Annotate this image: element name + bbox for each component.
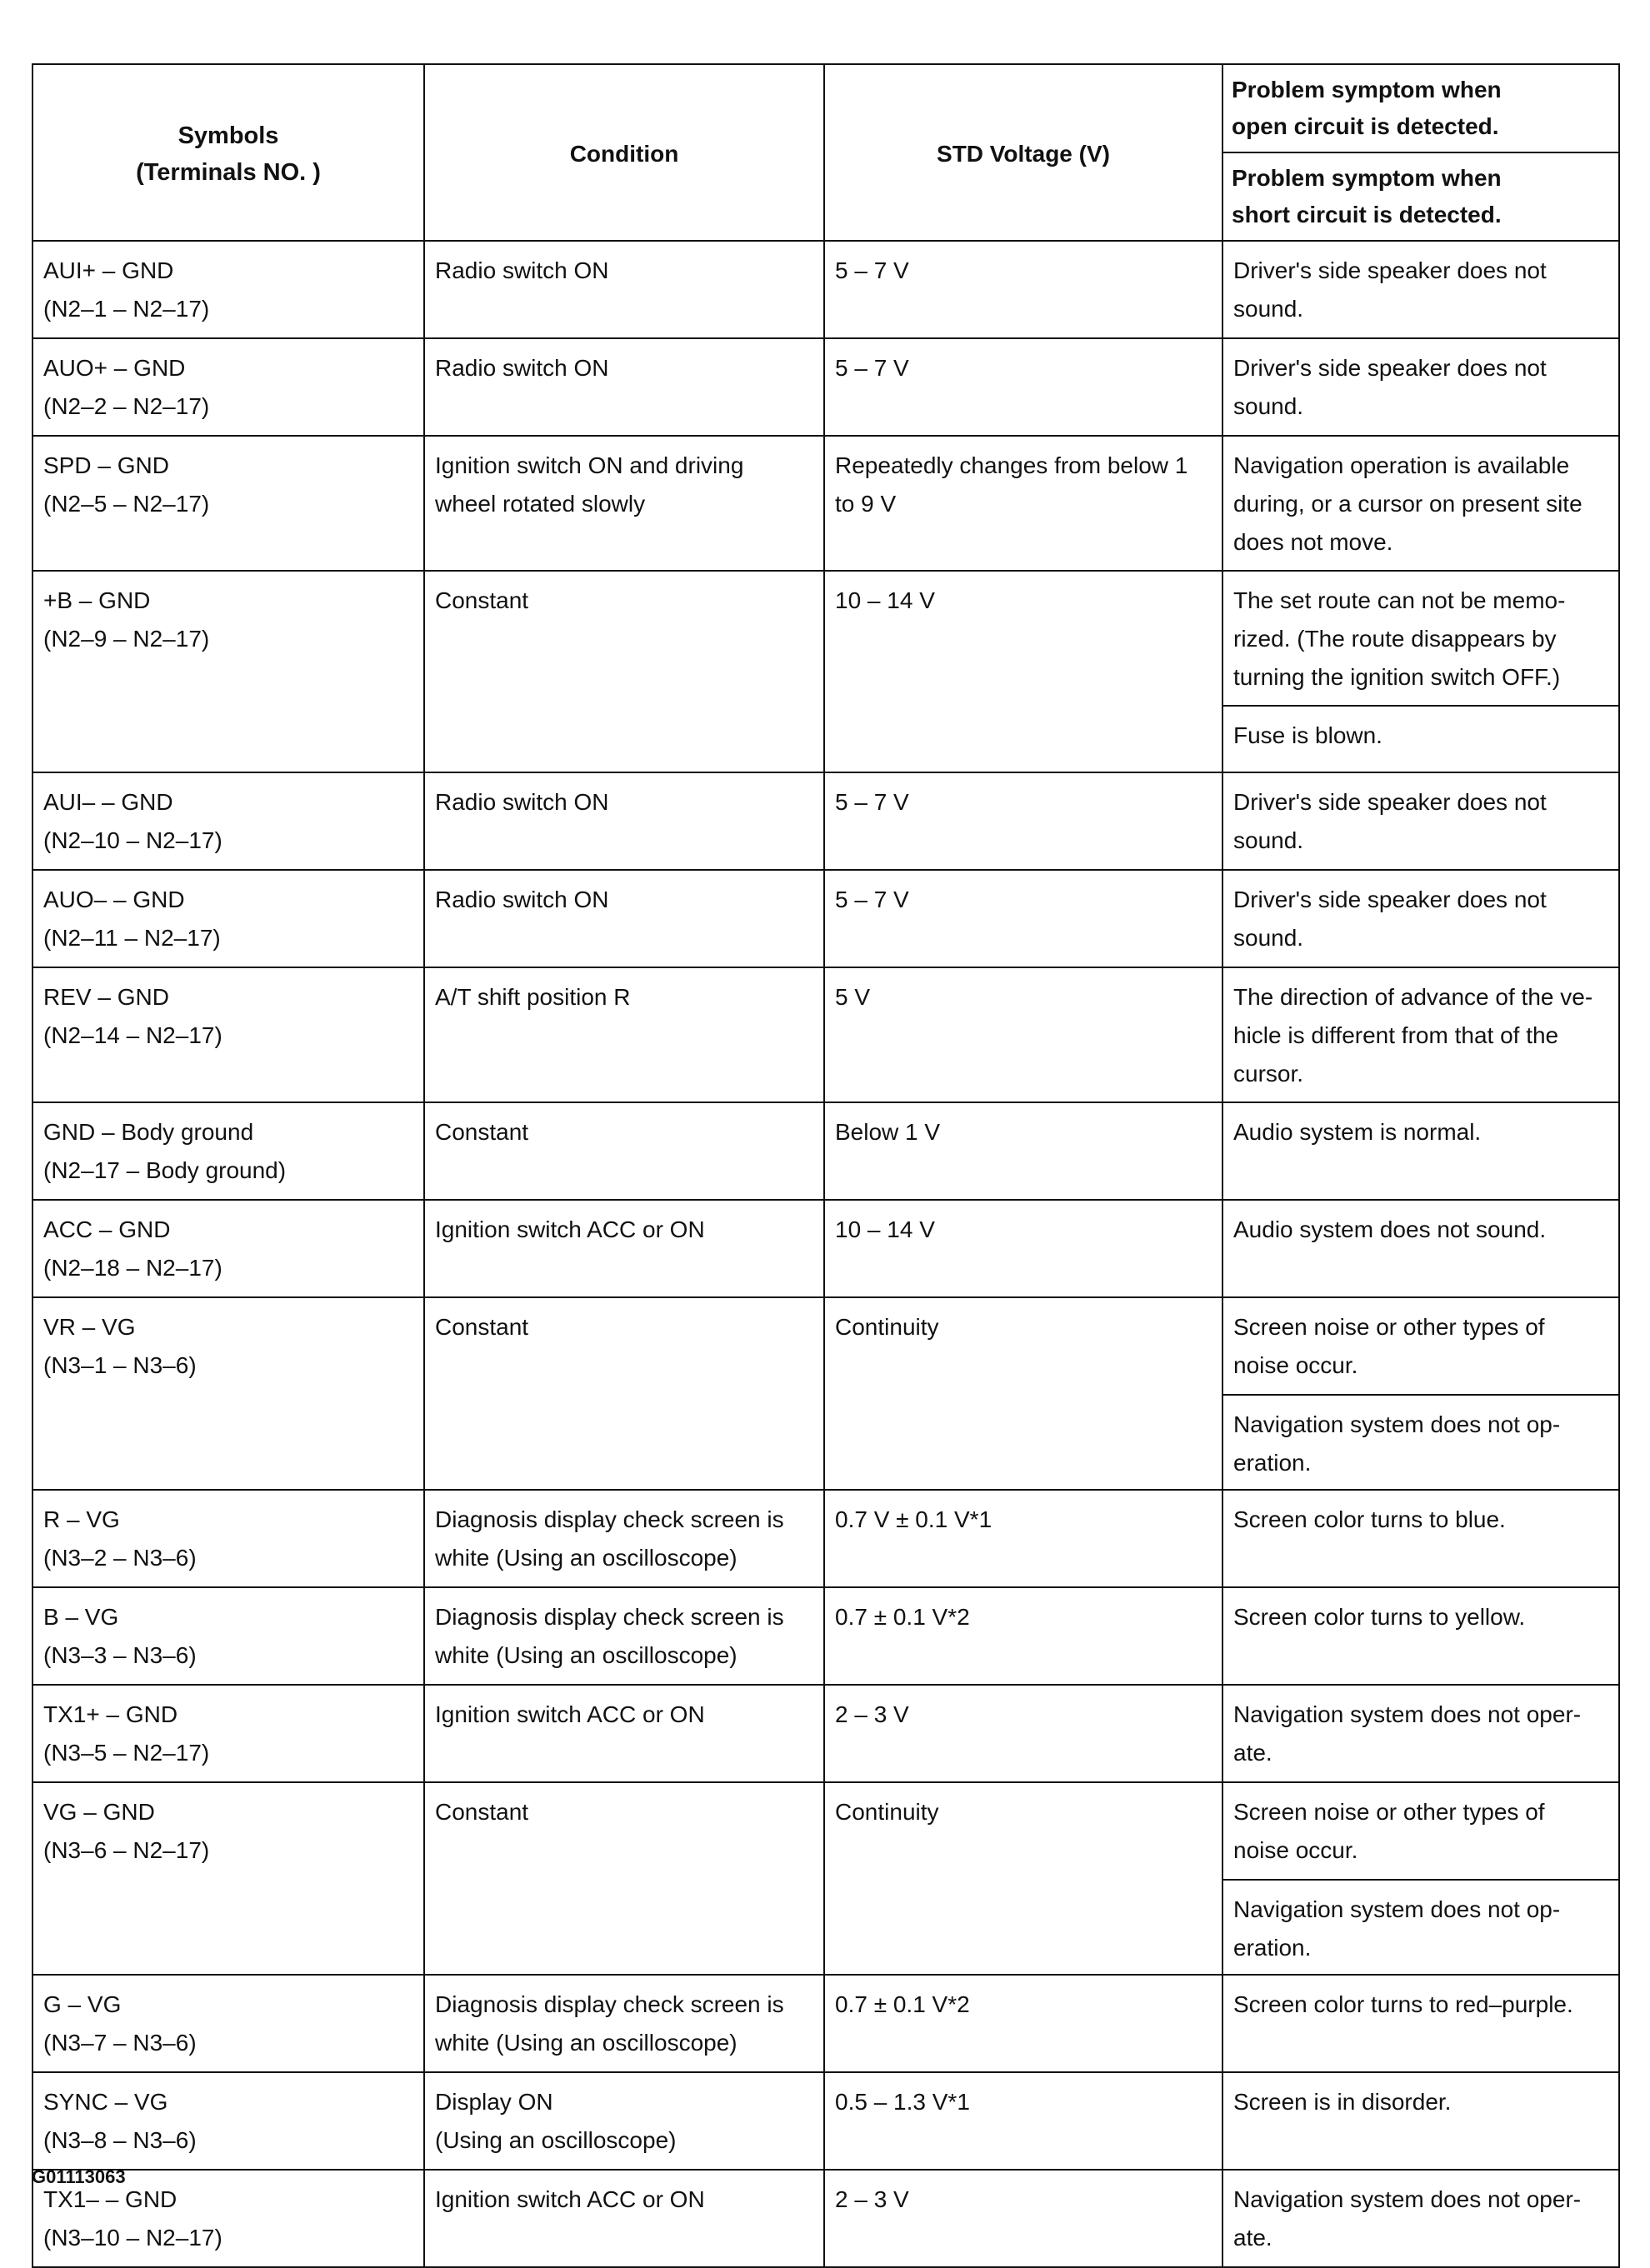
terminal-symbol (32, 1587, 424, 1685)
std-voltage-cell: 10 – 14 V (824, 1200, 1222, 1297)
problem-symptom-cell: Driver's side speaker does not sound. (1222, 870, 1619, 967)
header-symbols: Symbols (Terminals NO. ) (32, 64, 424, 241)
terminal-numbers: (N2–1 – N2–17) (43, 296, 210, 322)
std-voltage-cell: Repeatedly changes from below 1 to 9 V (824, 436, 1222, 571)
std-voltage-cell: Below 1 V (824, 1102, 1222, 1200)
table-row (32, 870, 1619, 967)
problem-symptom-cell: Screen noise or other types of noise occur. (1222, 1782, 1619, 1880)
symbol-name: AUO– – GND (43, 887, 185, 912)
problem-symptom-cell: Driver's side speaker does not sound. (1222, 338, 1619, 436)
terminal-numbers: (N2–18 – N2–17) (43, 1255, 222, 1281)
problem-symptom-cell: Screen color turns to blue. (1222, 1490, 1619, 1587)
terminal-numbers: (N3–10 – N2–17) (43, 2225, 222, 2251)
condition-cell: Ignition switch ON and driving wheel rotated slowly (424, 436, 824, 571)
std-voltage-cell: 2 – 3 V (824, 1685, 1222, 1782)
std-voltage-cell: Continuity (824, 1782, 1222, 1975)
problem-symptom-cell-short: Navigation system does not op- eration. (1222, 1395, 1619, 1490)
problem-symptom-cell: Screen noise or other types of noise occur. (1222, 1297, 1619, 1395)
table-row (32, 1685, 1619, 1782)
problem-symptom-cell: Navigation system does not oper- ate. (1222, 1685, 1619, 1782)
symbol-name: AUI+ – GND (43, 257, 174, 283)
terminal-numbers: (N2–9 – N2–17) (43, 626, 210, 652)
symbol-name: AUO+ – GND (43, 355, 186, 381)
problem-symptom-cell: Driver's side speaker does not sound. (1222, 772, 1619, 870)
condition-cell: Radio switch ON (424, 772, 824, 870)
terminal-symbol (32, 241, 424, 338)
terminal-numbers: (N2–2 – N2–17) (43, 393, 210, 419)
table-row (32, 241, 1619, 338)
terminal-symbol (32, 1782, 424, 1975)
figure-code: G01113063 (32, 2166, 126, 2187)
symbol-name: ACC – GND (43, 1216, 171, 1242)
terminal-numbers: (N3–7 – N3–6) (43, 2030, 197, 2056)
terminal-numbers: (N3–3 – N3–6) (43, 1642, 197, 1668)
problem-symptom-cell: Navigation operation is available during, or a cursor on present site does not move. (1222, 436, 1619, 571)
terminal-numbers: (N2–17 – Body ground) (43, 1157, 287, 1183)
condition-cell: Constant (424, 1297, 824, 1490)
terminal-symbol (32, 1975, 424, 2072)
std-voltage-cell: 5 – 7 V (824, 241, 1222, 338)
symbol-name: TX1+ – GND (43, 1701, 178, 1727)
problem-symptom-cell: Screen color turns to red–purple. (1222, 1975, 1619, 2072)
symbol-name: TX1– – GND (43, 2186, 178, 2212)
terminal-symbol (32, 1297, 424, 1490)
table-row (32, 1490, 1619, 1587)
std-voltage-cell: 0.7 V ± 0.1 V*1 (824, 1490, 1222, 1587)
std-voltage-cell: 0.5 – 1.3 V*1 (824, 2072, 1222, 2170)
condition-cell: Radio switch ON (424, 338, 824, 436)
terminal-numbers: (N3–8 – N3–6) (43, 2127, 197, 2153)
header-condition: Condition (424, 64, 824, 241)
header-problem-open: Problem symptom when open circuit is detected. (1222, 64, 1619, 152)
std-voltage-cell: 5 – 7 V (824, 772, 1222, 870)
terminal-numbers: (N2–10 – N2–17) (43, 827, 222, 853)
condition-cell: A/T shift position R (424, 967, 824, 1102)
header-problem-short: Problem symptom when short circuit is detected. (1222, 152, 1619, 241)
problem-symptom-cell: Driver's side speaker does not sound. (1222, 241, 1619, 338)
problem-symptom-cell: Navigation system does not oper- ate. (1222, 2170, 1619, 2267)
std-voltage-cell: 2 – 3 V (824, 2170, 1222, 2267)
std-voltage-cell: 10 – 14 V (824, 571, 1222, 772)
condition-cell: Ignition switch ACC or ON (424, 1685, 824, 1782)
table-row (32, 1587, 1619, 1685)
symbol-name: SPD – GND (43, 452, 169, 478)
problem-symptom-cell-short: Navigation system does not op- eration. (1222, 1880, 1619, 1975)
problem-symptom-cell: Audio system does not sound. (1222, 1200, 1619, 1297)
symbol-name: SYNC – VG (43, 2089, 168, 2115)
symbol-name: VG – GND (43, 1799, 155, 1825)
terminal-symbol (32, 870, 424, 967)
condition-cell: Display ON (Using an oscilloscope) (424, 2072, 824, 2170)
symbol-name: REV – GND (43, 984, 169, 1010)
problem-symptom-cell: Screen color turns to yellow. (1222, 1587, 1619, 1685)
std-voltage-cell: 0.7 ± 0.1 V*2 (824, 1975, 1222, 2072)
symbol-name: R – VG (43, 1506, 120, 1532)
problem-symptom-cell: Screen is in disorder. (1222, 2072, 1619, 2170)
condition-cell: Radio switch ON (424, 241, 824, 338)
condition-cell: Radio switch ON (424, 870, 824, 967)
terminal-symbol (32, 338, 424, 436)
condition-cell: Diagnosis display check screen is white (Using an oscilloscope) (424, 1490, 824, 1587)
terminal-numbers: (N3–5 – N2–17) (43, 1740, 210, 1766)
condition-cell: Ignition switch ACC or ON (424, 1200, 824, 1297)
terminal-spec-table (32, 63, 1620, 2268)
table-row (32, 436, 1619, 571)
table-row (32, 772, 1619, 870)
table-row (32, 1975, 1619, 2072)
condition-cell: Constant (424, 1102, 824, 1200)
table-row (32, 2072, 1619, 2170)
condition-cell: Ignition switch ACC or ON (424, 2170, 824, 2267)
terminal-symbol (32, 1685, 424, 1782)
symbol-name: AUI– – GND (43, 789, 173, 815)
terminal-symbol (32, 1200, 424, 1297)
terminal-numbers: (N3–6 – N2–17) (43, 1837, 210, 1863)
terminal-numbers: (N3–1 – N3–6) (43, 1352, 197, 1378)
table-row (32, 571, 1619, 706)
std-voltage-cell: 5 – 7 V (824, 870, 1222, 967)
std-voltage-cell: 5 V (824, 967, 1222, 1102)
terminal-numbers: (N2–5 – N2–17) (43, 491, 210, 517)
symbol-name: GND – Body ground (43, 1119, 254, 1145)
header-std-voltage: STD Voltage (V) (824, 64, 1222, 241)
condition-cell: Constant (424, 1782, 824, 1975)
terminal-symbol (32, 571, 424, 772)
terminal-symbol (32, 967, 424, 1102)
symbol-name: +B – GND (43, 587, 151, 613)
terminal-symbol (32, 436, 424, 571)
terminal-numbers: (N3–2 – N3–6) (43, 1545, 197, 1571)
condition-cell: Diagnosis display check screen is white (Using an oscilloscope) (424, 1587, 824, 1685)
terminal-symbol (32, 2072, 424, 2170)
condition-cell: Constant (424, 571, 824, 772)
terminal-numbers: (N2–11 – N2–17) (43, 925, 221, 951)
problem-symptom-cell: The set route can not be memo- rized. (The route disappears by turning the ignition switch OFF.) (1222, 571, 1619, 706)
table-row (32, 1102, 1619, 1200)
std-voltage-cell: Continuity (824, 1297, 1222, 1490)
symbol-name: B – VG (43, 1604, 119, 1630)
table-row (32, 1782, 1619, 1880)
terminal-symbol (32, 772, 424, 870)
table-row (32, 1297, 1619, 1395)
table-row (32, 967, 1619, 1102)
terminal-numbers: (N2–14 – N2–17) (43, 1022, 222, 1048)
problem-symptom-cell: The direction of advance of the ve- hicle is different from that of the cursor. (1222, 967, 1619, 1102)
problem-symptom-cell: Audio system is normal. (1222, 1102, 1619, 1200)
table-row (32, 1200, 1619, 1297)
terminal-symbol (32, 1490, 424, 1587)
problem-symptom-cell-short: Fuse is blown. (1222, 706, 1619, 772)
std-voltage-cell: 5 – 7 V (824, 338, 1222, 436)
table-row (32, 2170, 1619, 2267)
std-voltage-cell: 0.7 ± 0.1 V*2 (824, 1587, 1222, 1685)
condition-cell: Diagnosis display check screen is white (Using an oscilloscope) (424, 1975, 824, 2072)
symbol-name: G – VG (43, 1991, 122, 2017)
table-row (32, 338, 1619, 436)
terminal-symbol (32, 1102, 424, 1200)
symbol-name: VR – VG (43, 1314, 136, 1340)
